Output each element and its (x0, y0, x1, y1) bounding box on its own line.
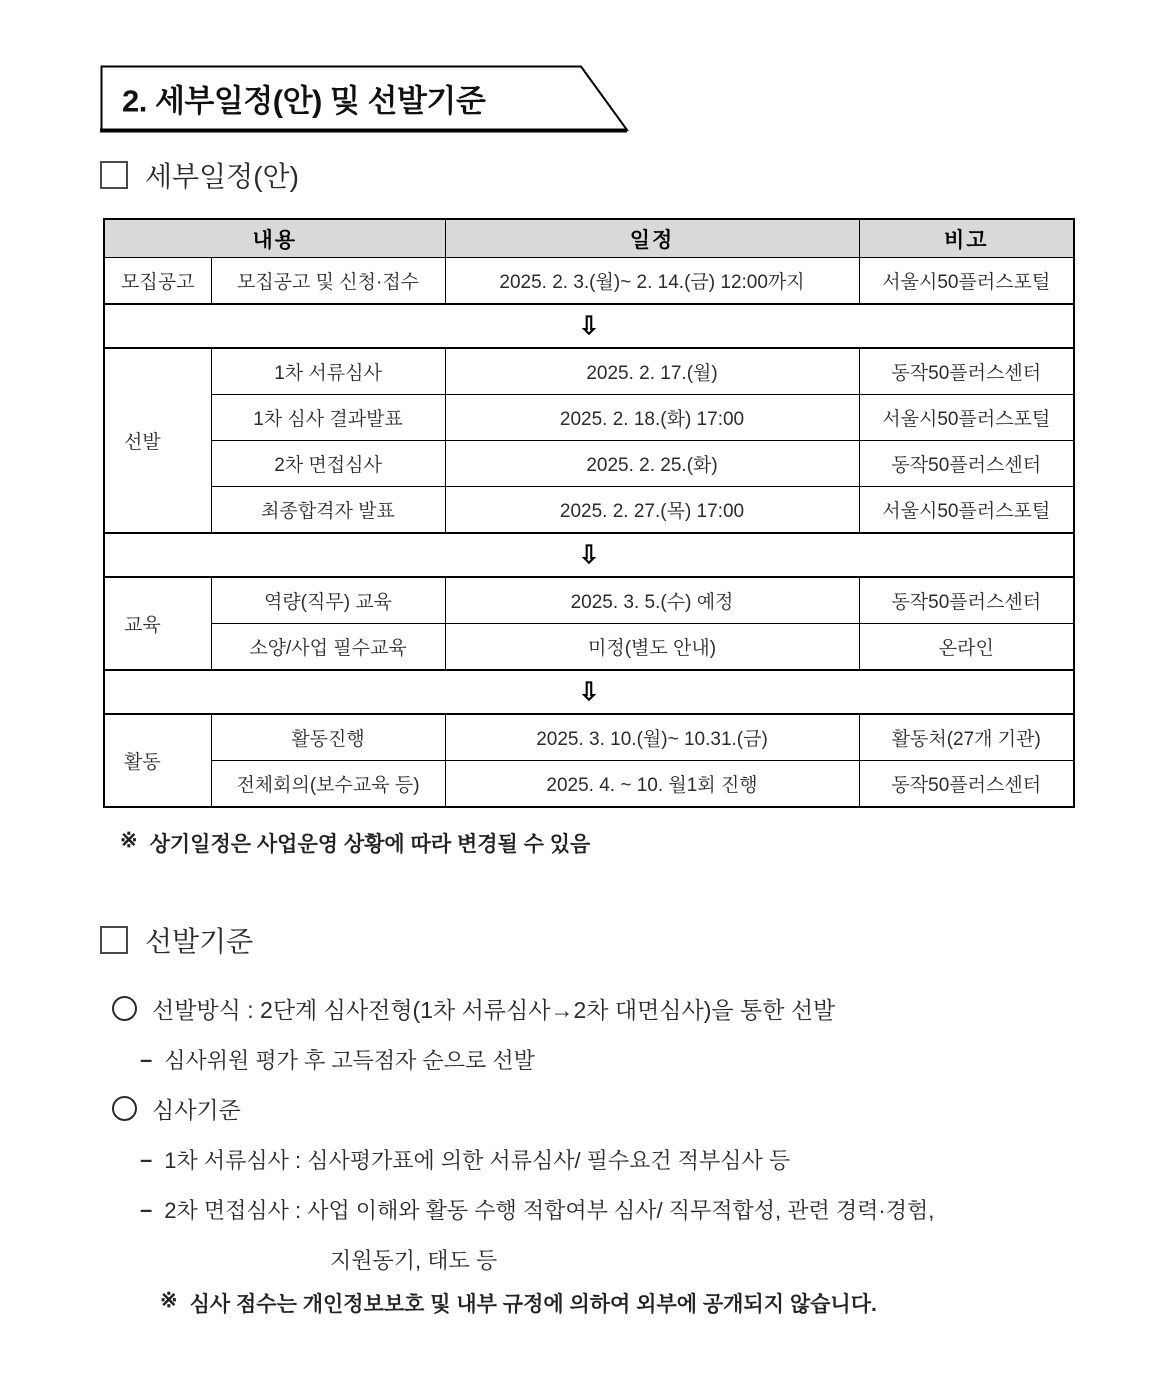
col-header-schedule: 일정 (445, 219, 859, 258)
dash-bullet: – (140, 1046, 153, 1072)
section-heading-schedule-text: 세부일정(안) (145, 161, 299, 192)
circle-bullet-icon (112, 996, 137, 1021)
group-label-cell: 교육 (104, 577, 211, 670)
circle-bullet-icon (112, 1096, 137, 1121)
group-label-cell: 모집공고 (104, 258, 211, 305)
table-row (104, 577, 1074, 624)
remark-cell: 서울시50플러스포털 (859, 487, 1074, 534)
remark-cell: 동작50플러스센터 (859, 348, 1074, 395)
schedule-cell: 2025. 2. 27.(목) 17:00 (445, 487, 859, 534)
remark-cell: 동작50플러스센터 (859, 761, 1074, 808)
item-cell: 1차 서류심사 (211, 348, 445, 395)
down-arrow-icon: ⇩ (578, 678, 600, 706)
criteria-note (160, 1288, 877, 1318)
reference-mark-icon: ※ (160, 1289, 178, 1312)
schedule-note (120, 828, 590, 858)
remark-cell: 서울시50플러스포털 (859, 395, 1074, 441)
remark-cell: 동작50플러스센터 (859, 441, 1074, 487)
schedule-table (103, 218, 1075, 808)
down-arrow-icon: ⇩ (578, 312, 600, 340)
dash-bullet: – (140, 1146, 153, 1172)
schedule-cell: 2025. 2. 25.(화) (445, 441, 859, 487)
schedule-cell: 2025. 2. 17.(월) (445, 348, 859, 395)
criteria-line-first-review (140, 1144, 790, 1175)
criteria-line-text: 1차 서류심사 : 심사평가표에 의한 서류심사/ 필수요건 적부심사 등 (164, 1148, 791, 1173)
schedule-note-text: 상기일정은 사업운영 상황에 따라 변경될 수 있음 (149, 833, 591, 856)
down-arrow-icon: ⇩ (578, 541, 600, 569)
col-header-content: 내용 (104, 219, 445, 258)
reference-mark-icon: ※ (120, 829, 138, 852)
dash-bullet: – (140, 1196, 153, 1222)
criteria-line-text: 심사기준 (152, 1097, 241, 1123)
criteria-line-standard (112, 1092, 241, 1125)
page-title: 2. 세부일정(안) 및 선발기준 (122, 83, 486, 119)
section-heading-criteria (100, 920, 253, 960)
criteria-note-text: 심사 점수는 개인정보보호 및 내부 규정에 의하여 외부에 공개되지 않습니다. (189, 1293, 877, 1316)
section-heading-schedule (100, 155, 299, 195)
criteria-line-continuation (330, 1244, 497, 1275)
criteria-line-text: 심사위원 평가 후 고득점자 순으로 선발 (164, 1048, 535, 1073)
table-row (104, 624, 1074, 671)
item-cell: 역량(직무) 교육 (211, 577, 445, 624)
table-row (104, 761, 1074, 808)
arrow-row (104, 533, 1074, 577)
remark-cell: 동작50플러스센터 (859, 577, 1074, 624)
criteria-line-second-review (140, 1194, 934, 1225)
schedule-cell: 2025. 2. 3.(월)~ 2. 14.(금) 12:00까지 (445, 258, 859, 305)
table-header-row (104, 219, 1074, 258)
arrow-row (104, 304, 1074, 348)
schedule-cell: 2025. 3. 5.(수) 예정 (445, 577, 859, 624)
criteria-line-text: 지원동기, 태도 등 (330, 1248, 498, 1273)
remark-cell: 활동처(27개 기관) (859, 714, 1074, 761)
checkbox-square-icon (100, 161, 128, 189)
title-banner (100, 65, 630, 135)
item-cell: 2차 면접심사 (211, 441, 445, 487)
group-label-cell: 활동 (104, 714, 211, 807)
group-label-cell: 선발 (104, 348, 211, 533)
schedule-cell: 미정(별도 안내) (445, 624, 859, 671)
item-cell: 전체회의(보수교육 등) (211, 761, 445, 808)
criteria-line-method (112, 992, 835, 1025)
item-cell: 활동진행 (211, 714, 445, 761)
criteria-line-text: 선발방식 : 2단계 심사전형(1차 서류심사→2차 대면심사)을 통한 선발 (152, 997, 836, 1023)
table-row-recruit (104, 258, 1074, 305)
checkbox-square-icon (100, 926, 128, 954)
criteria-line-text: 2차 면접심사 : 사업 이해와 활동 수행 적합여부 심사/ 직무적합성, 관련 경력·경험, (164, 1198, 935, 1223)
remark-cell: 서울시50플러스포털 (859, 258, 1074, 305)
remark-cell: 온라인 (859, 624, 1074, 671)
table-row (104, 348, 1074, 395)
item-cell: 1차 심사 결과발표 (211, 395, 445, 441)
criteria-line-committee (140, 1044, 535, 1075)
item-cell: 모집공고 및 신청·접수 (211, 258, 445, 305)
item-cell: 소양/사업 필수교육 (211, 624, 445, 671)
col-header-remark: 비고 (859, 219, 1074, 258)
table-row (104, 714, 1074, 761)
section-heading-criteria-text: 선발기준 (145, 926, 254, 957)
table-row (104, 395, 1074, 441)
arrow-row (104, 670, 1074, 714)
schedule-cell: 2025. 3. 10.(월)~ 10.31.(금) (445, 714, 859, 761)
table-row (104, 441, 1074, 487)
table-row (104, 487, 1074, 534)
schedule-cell: 2025. 4. ~ 10. 월1회 진행 (445, 761, 859, 808)
item-cell: 최종합격자 발표 (211, 487, 445, 534)
schedule-cell: 2025. 2. 18.(화) 17:00 (445, 395, 859, 441)
